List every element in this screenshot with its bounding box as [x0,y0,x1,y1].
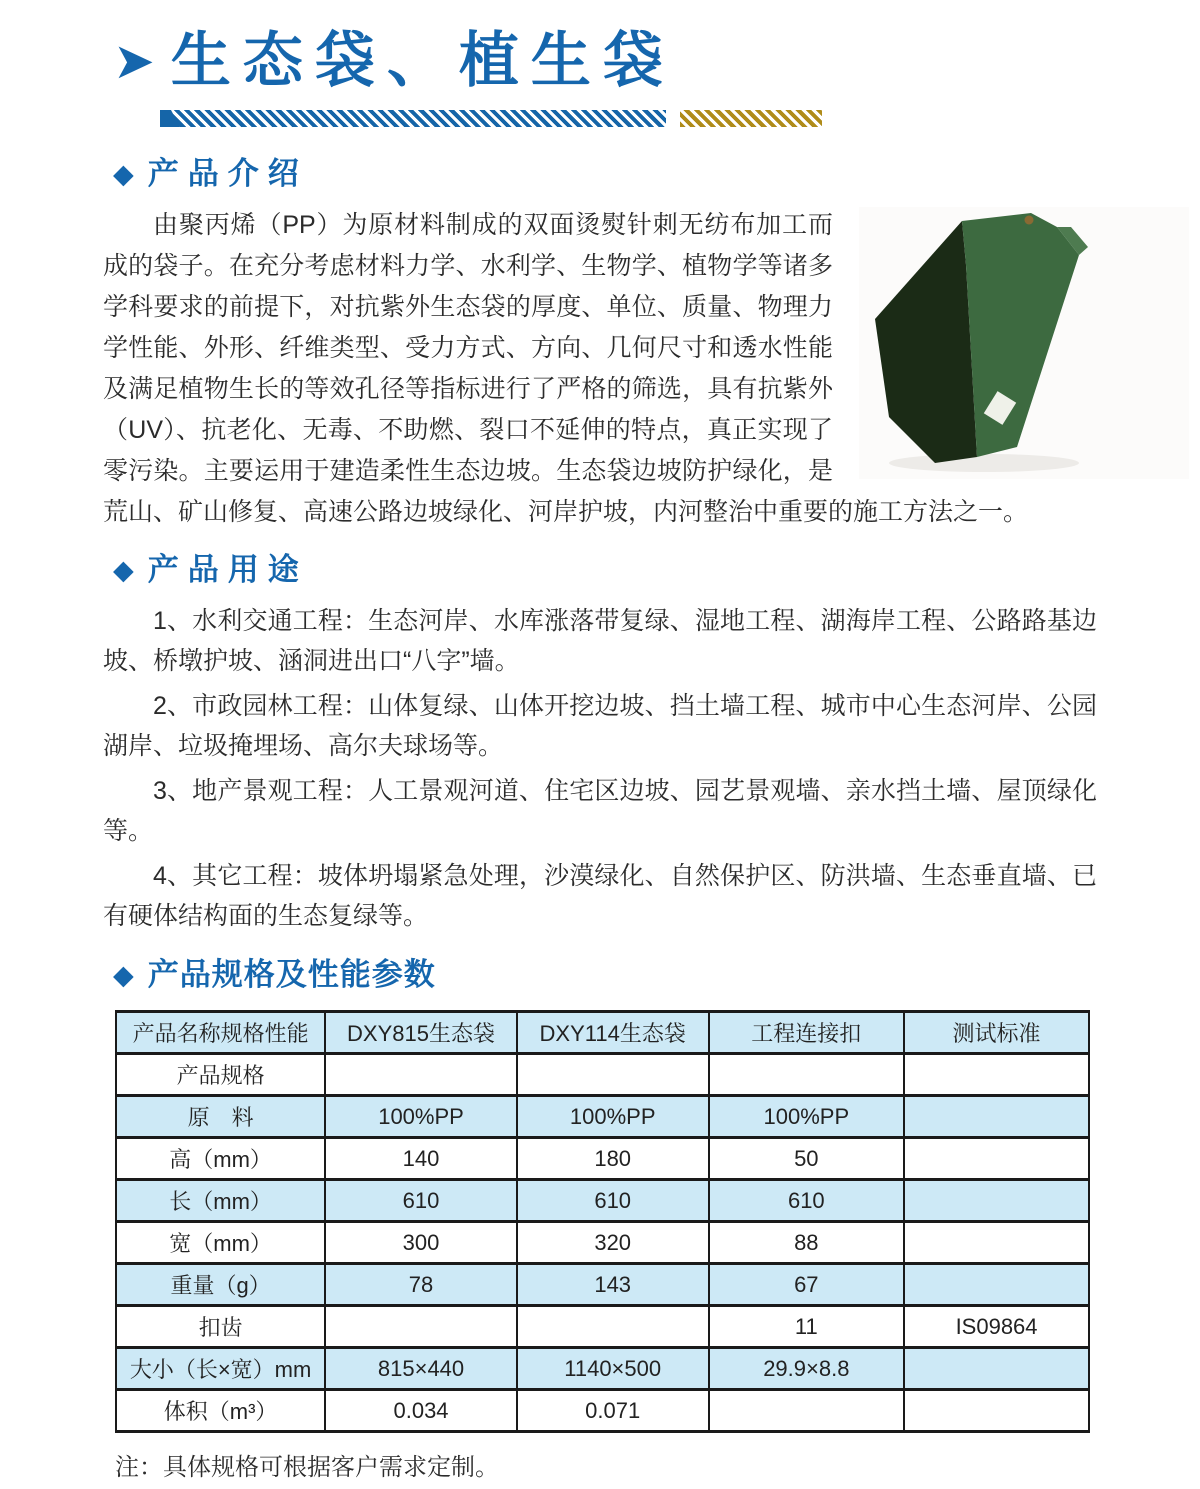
spec-note: 注：具体规格可根据客户需求定制。 [115,1454,499,1481]
intro-heading [113,155,1097,193]
table-cell [904,1348,1089,1390]
table-cell [904,1264,1089,1306]
table-cell [709,1390,905,1432]
page-header [103,24,1097,127]
table-cell [904,1390,1089,1432]
table-row [116,1390,1089,1432]
intro-body [103,205,1097,533]
bag-interior-shadow [875,221,977,463]
table-cell [709,1054,905,1096]
eco-bag-illustration [859,207,1189,481]
table-cell: 78 [325,1264,517,1306]
table-cell: 100%PP [709,1096,905,1138]
table-cell [904,1222,1089,1264]
specs-heading-label: 产品规格及性能参数 [147,957,436,992]
use-item: 3、地产景观工程：人工景观河道、住宅区边坡、园艺景观墙、亲水挡土墙、屋顶绿化等。 [103,777,1097,845]
bag-front-face [962,213,1079,457]
table-cell: 29.9×8.8 [709,1348,905,1390]
row-label: 体积（m³） [116,1390,325,1432]
diamond-icon: ◆ [113,159,134,189]
divider-blue-stripes [160,110,666,127]
section-specs [103,956,1097,1482]
table-cell: 610 [709,1180,905,1222]
table-row [116,1180,1089,1222]
table-row [116,1348,1089,1390]
table-row [116,1054,1089,1096]
table-cell [904,1180,1089,1222]
row-label: 扣齿 [116,1306,325,1348]
table-cell [904,1096,1089,1138]
table-cell: 88 [709,1222,905,1264]
diamond-icon: ◆ [113,555,134,585]
table-cell: 50 [709,1138,905,1180]
page-title: 生态袋、植生袋 [170,28,675,94]
table-row [116,1306,1089,1348]
table-row [116,1138,1089,1180]
table-row [116,1096,1089,1138]
uses-heading [113,551,1097,589]
bag-tie-knot [1025,216,1034,225]
table-cell [325,1306,517,1348]
arrow-icon: ➤ [113,33,155,89]
table-row [116,1264,1089,1306]
row-label: 长（mm） [116,1180,325,1222]
title-divider [160,110,1097,127]
table-cell: 320 [517,1222,709,1264]
table-cell: 0.034 [325,1390,517,1432]
uses-heading-label: 产品用途 [147,552,308,587]
intro-paragraph: 由聚丙烯（PP）为原材料制成的双面烫熨针刺无纺布加工而成的袋子。在充分考虑材料力学、水利学、生物学、植物学等诸多学科要求的前提下，对抗紫外生态袋的厚度、单位、质量、物理力学性能、外形、纤维类型、受力方式、方向、几何尺寸和透水性能及满足植物生长的等效孔径等指标进行了严格的筛选，具有抗紫外（UV）、抗老化、无毒、不助燃、裂口不延伸的特点，真正实现了零污染。主要运用于建造柔性生态边坡。生态袋边坡防护绿化，是荒山、矿山修复、高速公路边坡绿化、河岸护坡，内河整治中重要的施工方法之一。 [103,211,1029,526]
column-header: DXY114生态袋 [517,1012,709,1054]
title-row [113,24,1097,98]
table-cell: 300 [325,1222,517,1264]
intro-heading-label: 产品介绍 [147,156,308,191]
table-cell: 67 [709,1264,905,1306]
table-cell: 100%PP [517,1096,709,1138]
table-cell: 11 [709,1306,905,1348]
table-cell: 610 [517,1180,709,1222]
eco-bag-photo [859,207,1189,479]
table-cell: IS09864 [904,1306,1089,1348]
table-cell [517,1054,709,1096]
specs-table [115,1010,1090,1433]
column-header: DXY815生态袋 [325,1012,517,1054]
bag-ground-shadow [889,454,1079,472]
table-cell: 143 [517,1264,709,1306]
table-cell: 610 [325,1180,517,1222]
table-cell: 180 [517,1138,709,1180]
row-label: 重量（g） [116,1264,325,1306]
section-product-uses [103,551,1097,936]
column-header: 测试标准 [904,1012,1089,1054]
specs-table-head-row [116,1012,1089,1054]
table-cell: 140 [325,1138,517,1180]
column-header: 产品名称规格性能 [116,1012,325,1054]
row-label: 产品规格 [116,1054,325,1096]
table-cell: 815×440 [325,1348,517,1390]
divider-gold-stripes [680,110,822,127]
row-label: 宽（mm） [116,1222,325,1264]
table-cell: 1140×500 [517,1348,709,1390]
table-cell [517,1306,709,1348]
column-header: 工程连接扣 [709,1012,905,1054]
table-cell: 100%PP [325,1096,517,1138]
use-item: 1、水利交通工程：生态河岸、水库涨落带复绿、湿地工程、湖海岸工程、公路路基边坡、桥墩护坡、涵洞进出口“八字”墙。 [103,607,1097,675]
use-item: 4、其它工程：坡体坍塌紧急处理，沙漠绿化、自然保护区、防洪墙、生态垂直墙、已有硬体结构面的生态复绿等。 [103,862,1097,930]
table-cell [904,1138,1089,1180]
row-label: 原 料 [116,1096,325,1138]
specs-heading [113,956,1097,994]
use-item: 2、市政园林工程：山体复绿、山体开挖边坡、挡土墙工程、城市中心生态河岸、公园湖岸、垃圾掩埋场、高尔夫球场等。 [103,692,1097,760]
table-cell: 0.071 [517,1390,709,1432]
row-label: 高（mm） [116,1138,325,1180]
table-row [116,1222,1089,1264]
table-cell [325,1054,517,1096]
row-label: 大小（长×宽）mm [116,1348,325,1390]
section-product-intro [103,155,1097,533]
diamond-icon: ◆ [113,960,134,990]
table-cell [904,1054,1089,1096]
